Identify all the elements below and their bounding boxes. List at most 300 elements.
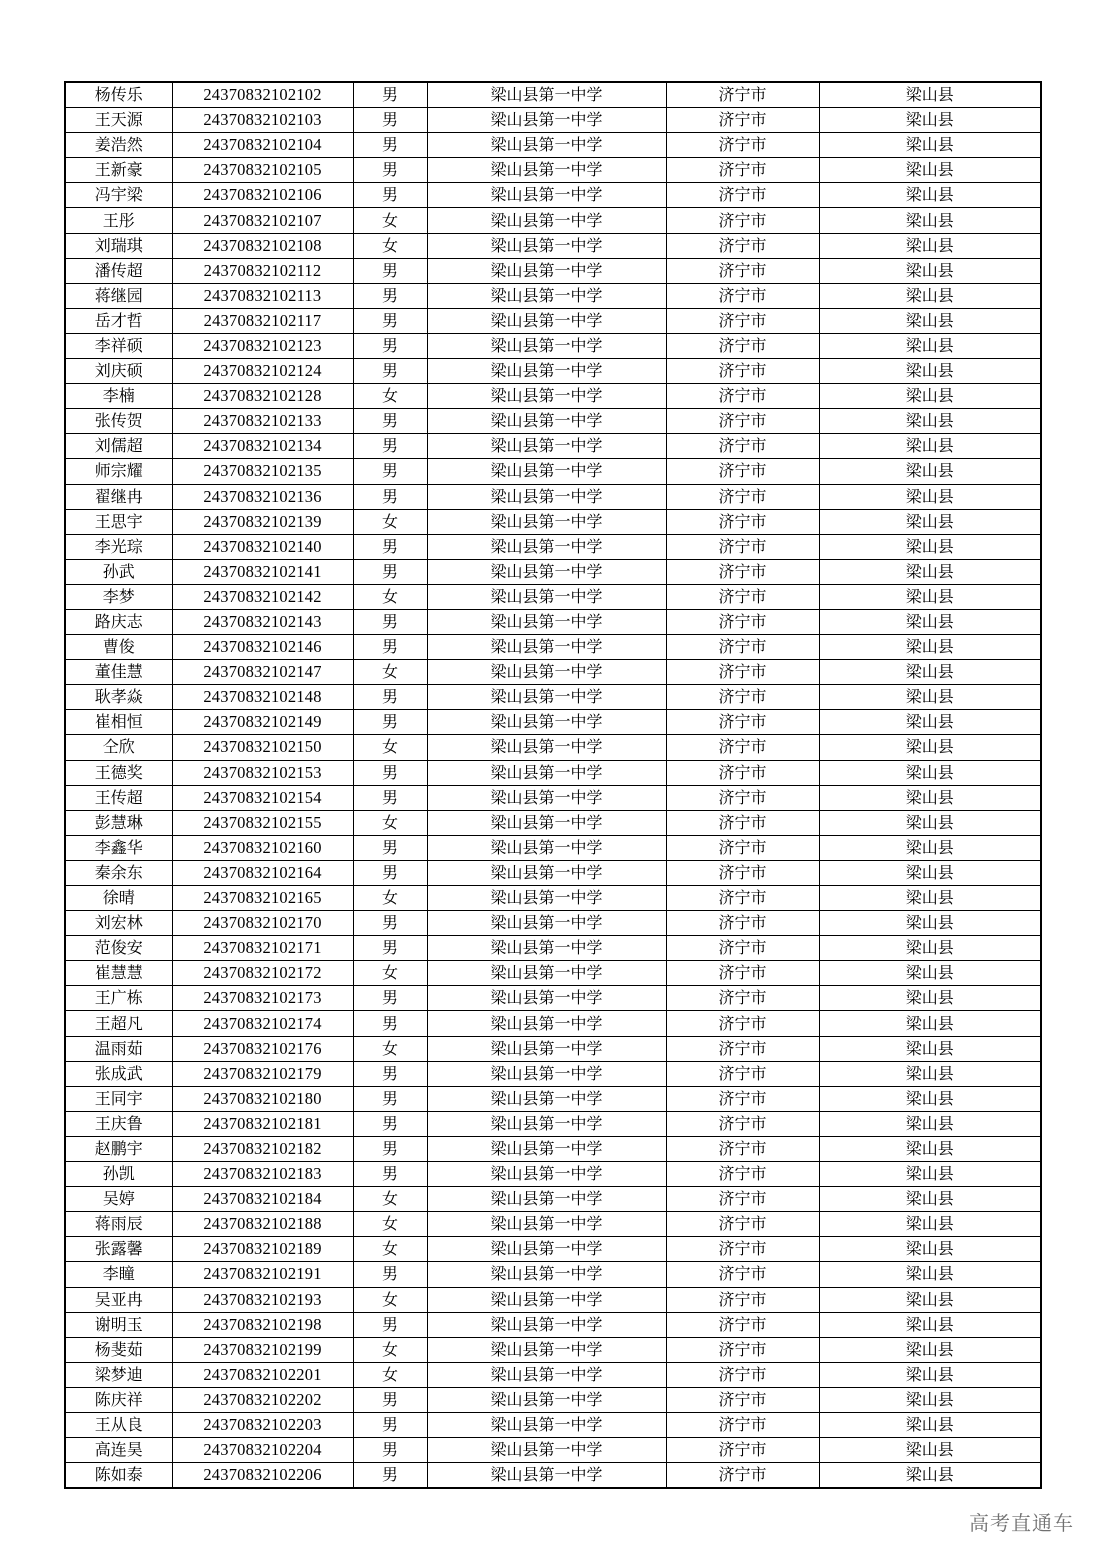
table-row: [65, 258, 1041, 283]
table-row: [65, 534, 1041, 559]
table-row: [65, 936, 1041, 961]
county-cell: 梁山县: [819, 911, 1041, 936]
exam-id-cell: 24370832102176: [172, 1036, 353, 1061]
student-name-cell: 董佳慧: [65, 660, 172, 685]
school-cell: 梁山县第一中学: [427, 1036, 666, 1061]
school-cell: 梁山县第一中学: [427, 1187, 666, 1212]
gender-cell: 男: [353, 1438, 427, 1463]
exam-id-cell: 24370832102136: [172, 484, 353, 509]
exam-id-cell: 24370832102112: [172, 258, 353, 283]
city-cell: 济宁市: [666, 233, 819, 258]
exam-id-cell: 24370832102124: [172, 359, 353, 384]
student-name-cell: 崔慧慧: [65, 961, 172, 986]
school-cell: 梁山县第一中学: [427, 660, 666, 685]
student-name-cell: 刘庆硕: [65, 359, 172, 384]
school-cell: 梁山县第一中学: [427, 961, 666, 986]
city-cell: 济宁市: [666, 534, 819, 559]
county-cell: 梁山县: [819, 1212, 1041, 1237]
gender-cell: 男: [353, 1111, 427, 1136]
city-cell: 济宁市: [666, 961, 819, 986]
table-row: [65, 308, 1041, 333]
exam-id-cell: 24370832102184: [172, 1187, 353, 1212]
table-row: [65, 810, 1041, 835]
table-row: [65, 785, 1041, 810]
exam-id-cell: 24370832102181: [172, 1111, 353, 1136]
school-cell: 梁山县第一中学: [427, 911, 666, 936]
city-cell: 济宁市: [666, 308, 819, 333]
student-name-cell: 李梦: [65, 584, 172, 609]
table-row: [65, 584, 1041, 609]
county-cell: 梁山县: [819, 1237, 1041, 1262]
county-cell: 梁山县: [819, 208, 1041, 233]
school-cell: 梁山县第一中学: [427, 333, 666, 358]
exam-id-cell: 24370832102171: [172, 936, 353, 961]
county-cell: 梁山县: [819, 484, 1041, 509]
county-cell: 梁山县: [819, 961, 1041, 986]
exam-id-cell: 24370832102134: [172, 434, 353, 459]
school-cell: 梁山县第一中学: [427, 133, 666, 158]
gender-cell: 女: [353, 384, 427, 409]
gender-cell: 男: [353, 409, 427, 434]
county-cell: 梁山县: [819, 1136, 1041, 1161]
exam-id-cell: 24370832102106: [172, 183, 353, 208]
gender-cell: 男: [353, 1162, 427, 1187]
table-row: [65, 911, 1041, 936]
school-cell: 梁山县第一中学: [427, 1463, 666, 1489]
city-cell: 济宁市: [666, 434, 819, 459]
student-name-cell: 刘瑞琪: [65, 233, 172, 258]
table-row: [65, 1237, 1041, 1262]
city-cell: 济宁市: [666, 484, 819, 509]
gender-cell: 男: [353, 133, 427, 158]
gender-cell: 男: [353, 1387, 427, 1412]
student-name-cell: 赵鹏宇: [65, 1136, 172, 1161]
city-cell: 济宁市: [666, 1162, 819, 1187]
city-cell: 济宁市: [666, 1387, 819, 1412]
exam-id-cell: 24370832102180: [172, 1086, 353, 1111]
table-row: [65, 333, 1041, 358]
city-cell: 济宁市: [666, 1312, 819, 1337]
student-name-cell: 高连昊: [65, 1438, 172, 1463]
student-name-cell: 王庆鲁: [65, 1111, 172, 1136]
exam-id-cell: 24370832102113: [172, 283, 353, 308]
exam-id-cell: 24370832102202: [172, 1387, 353, 1412]
school-cell: 梁山县第一中学: [427, 1412, 666, 1437]
exam-id-cell: 24370832102141: [172, 559, 353, 584]
table-row: [65, 635, 1041, 660]
exam-id-cell: 24370832102191: [172, 1262, 353, 1287]
student-name-cell: 张传贺: [65, 409, 172, 434]
gender-cell: 男: [353, 685, 427, 710]
school-cell: 梁山县第一中学: [427, 258, 666, 283]
city-cell: 济宁市: [666, 409, 819, 434]
student-name-cell: 温雨茹: [65, 1036, 172, 1061]
gender-cell: 男: [353, 835, 427, 860]
county-cell: 梁山县: [819, 459, 1041, 484]
city-cell: 济宁市: [666, 609, 819, 634]
gender-cell: 男: [353, 308, 427, 333]
school-cell: 梁山县第一中学: [427, 1387, 666, 1412]
student-name-cell: 陈庆祥: [65, 1387, 172, 1412]
school-cell: 梁山县第一中学: [427, 810, 666, 835]
gender-cell: 女: [353, 208, 427, 233]
exam-id-cell: 24370832102140: [172, 534, 353, 559]
county-cell: 梁山县: [819, 1111, 1041, 1136]
student-name-cell: 刘宏林: [65, 911, 172, 936]
county-cell: 梁山县: [819, 384, 1041, 409]
county-cell: 梁山县: [819, 509, 1041, 534]
exam-id-cell: 24370832102135: [172, 459, 353, 484]
student-name-cell: 蒋继园: [65, 283, 172, 308]
table-row: [65, 860, 1041, 885]
gender-cell: 男: [353, 484, 427, 509]
exam-id-cell: 24370832102164: [172, 860, 353, 885]
school-cell: 梁山县第一中学: [427, 409, 666, 434]
table-row: [65, 359, 1041, 384]
county-cell: 梁山县: [819, 559, 1041, 584]
gender-cell: 男: [353, 1412, 427, 1437]
city-cell: 济宁市: [666, 183, 819, 208]
gender-cell: 男: [353, 860, 427, 885]
city-cell: 济宁市: [666, 208, 819, 233]
county-cell: 梁山县: [819, 1412, 1041, 1437]
table-row: [65, 1162, 1041, 1187]
gender-cell: 男: [353, 785, 427, 810]
exam-id-cell: 24370832102103: [172, 108, 353, 133]
exam-id-cell: 24370832102188: [172, 1212, 353, 1237]
exam-id-cell: 24370832102174: [172, 1011, 353, 1036]
gender-cell: 女: [353, 1237, 427, 1262]
table-row: [65, 1187, 1041, 1212]
exam-id-cell: 24370832102108: [172, 233, 353, 258]
student-name-cell: 仝欣: [65, 735, 172, 760]
county-cell: 梁山县: [819, 584, 1041, 609]
student-name-cell: 吴亚冉: [65, 1287, 172, 1312]
school-cell: 梁山县第一中学: [427, 735, 666, 760]
gender-cell: 女: [353, 810, 427, 835]
gender-cell: 女: [353, 1287, 427, 1312]
city-cell: 济宁市: [666, 559, 819, 584]
table-row: [65, 1438, 1041, 1463]
watermark-text: 高考直通车: [969, 1511, 1074, 1535]
city-cell: 济宁市: [666, 735, 819, 760]
student-name-cell: 曹俊: [65, 635, 172, 660]
school-cell: 梁山县第一中学: [427, 760, 666, 785]
gender-cell: 男: [353, 1262, 427, 1287]
table-row: [65, 1011, 1041, 1036]
table-row: [65, 509, 1041, 534]
table-row: [65, 1287, 1041, 1312]
county-cell: 梁山县: [819, 1337, 1041, 1362]
exam-id-cell: 24370832102201: [172, 1362, 353, 1387]
school-cell: 梁山县第一中学: [427, 1262, 666, 1287]
table-row: [65, 1387, 1041, 1412]
city-cell: 济宁市: [666, 911, 819, 936]
city-cell: 济宁市: [666, 1061, 819, 1086]
gender-cell: 女: [353, 1337, 427, 1362]
gender-cell: 女: [353, 584, 427, 609]
exam-id-cell: 24370832102143: [172, 609, 353, 634]
gender-cell: 男: [353, 183, 427, 208]
gender-cell: 男: [353, 1136, 427, 1161]
student-name-cell: 李楠: [65, 384, 172, 409]
exam-id-cell: 24370832102206: [172, 1463, 353, 1489]
city-cell: 济宁市: [666, 133, 819, 158]
school-cell: 梁山县第一中学: [427, 1086, 666, 1111]
city-cell: 济宁市: [666, 1187, 819, 1212]
county-cell: 梁山县: [819, 1061, 1041, 1086]
gender-cell: 男: [353, 82, 427, 108]
gender-cell: 男: [353, 434, 427, 459]
student-name-cell: 王广栋: [65, 986, 172, 1011]
student-name-cell: 耿孝焱: [65, 685, 172, 710]
student-name-cell: 彭慧琳: [65, 810, 172, 835]
city-cell: 济宁市: [666, 509, 819, 534]
student-name-cell: 王彤: [65, 208, 172, 233]
table-row: [65, 1212, 1041, 1237]
exam-id-cell: 24370832102148: [172, 685, 353, 710]
gender-cell: 女: [353, 1212, 427, 1237]
school-cell: 梁山县第一中学: [427, 1011, 666, 1036]
county-cell: 梁山县: [819, 1187, 1041, 1212]
table-row: [65, 1337, 1041, 1362]
table-row: [65, 283, 1041, 308]
gender-cell: 女: [353, 961, 427, 986]
city-cell: 济宁市: [666, 835, 819, 860]
table-row: [65, 1463, 1041, 1489]
student-name-cell: 李瞳: [65, 1262, 172, 1287]
county-cell: 梁山县: [819, 886, 1041, 911]
county-cell: 梁山县: [819, 233, 1041, 258]
table-row: [65, 1412, 1041, 1437]
student-name-cell: 王传超: [65, 785, 172, 810]
city-cell: 济宁市: [666, 1237, 819, 1262]
county-cell: 梁山县: [819, 1387, 1041, 1412]
school-cell: 梁山县第一中学: [427, 635, 666, 660]
exam-id-cell: 24370832102203: [172, 1412, 353, 1437]
table-row: [65, 1061, 1041, 1086]
exam-id-cell: 24370832102117: [172, 308, 353, 333]
gender-cell: 男: [353, 459, 427, 484]
gender-cell: 男: [353, 1312, 427, 1337]
student-name-cell: 岳才哲: [65, 308, 172, 333]
school-cell: 梁山县第一中学: [427, 1111, 666, 1136]
student-name-cell: 陈如泰: [65, 1463, 172, 1489]
table-row: [65, 1036, 1041, 1061]
school-cell: 梁山县第一中学: [427, 609, 666, 634]
school-cell: 梁山县第一中学: [427, 208, 666, 233]
city-cell: 济宁市: [666, 810, 819, 835]
gender-cell: 男: [353, 108, 427, 133]
exam-id-cell: 24370832102160: [172, 835, 353, 860]
exam-id-cell: 24370832102204: [172, 1438, 353, 1463]
county-cell: 梁山县: [819, 158, 1041, 183]
school-cell: 梁山县第一中学: [427, 509, 666, 534]
student-name-cell: 王思宇: [65, 509, 172, 534]
school-cell: 梁山县第一中学: [427, 484, 666, 509]
gender-cell: 女: [353, 1036, 427, 1061]
city-cell: 济宁市: [666, 660, 819, 685]
exam-id-cell: 24370832102198: [172, 1312, 353, 1337]
student-name-cell: 张露馨: [65, 1237, 172, 1262]
table-row: [65, 108, 1041, 133]
exam-id-cell: 24370832102170: [172, 911, 353, 936]
exam-id-cell: 24370832102154: [172, 785, 353, 810]
student-name-cell: 范俊安: [65, 936, 172, 961]
student-name-cell: 王从良: [65, 1412, 172, 1437]
county-cell: 梁山县: [819, 660, 1041, 685]
student-name-cell: 蒋雨辰: [65, 1212, 172, 1237]
exam-id-cell: 24370832102150: [172, 735, 353, 760]
table-row: [65, 609, 1041, 634]
gender-cell: 女: [353, 1187, 427, 1212]
exam-id-cell: 24370832102104: [172, 133, 353, 158]
student-name-cell: 张成武: [65, 1061, 172, 1086]
table-row: [65, 484, 1041, 509]
table-row: [65, 1086, 1041, 1111]
gender-cell: 男: [353, 986, 427, 1011]
student-name-cell: 谢明玉: [65, 1312, 172, 1337]
county-cell: 梁山县: [819, 534, 1041, 559]
exam-id-cell: 24370832102172: [172, 961, 353, 986]
county-cell: 梁山县: [819, 936, 1041, 961]
gender-cell: 女: [353, 886, 427, 911]
gender-cell: 男: [353, 609, 427, 634]
table-row: [65, 735, 1041, 760]
county-cell: 梁山县: [819, 1162, 1041, 1187]
city-cell: 济宁市: [666, 1287, 819, 1312]
county-cell: 梁山县: [819, 183, 1041, 208]
student-name-cell: 孙凯: [65, 1162, 172, 1187]
school-cell: 梁山县第一中学: [427, 108, 666, 133]
student-name-cell: 翟继冉: [65, 484, 172, 509]
exam-id-cell: 24370832102102: [172, 82, 353, 108]
county-cell: 梁山县: [819, 635, 1041, 660]
student-roster-table: [64, 81, 1042, 1489]
table-row: [65, 82, 1041, 108]
gender-cell: 男: [353, 333, 427, 358]
city-cell: 济宁市: [666, 459, 819, 484]
school-cell: 梁山县第一中学: [427, 936, 666, 961]
table-row: [65, 710, 1041, 735]
exam-id-cell: 24370832102193: [172, 1287, 353, 1312]
gender-cell: 男: [353, 559, 427, 584]
gender-cell: 男: [353, 936, 427, 961]
gender-cell: 男: [353, 1463, 427, 1489]
table-row: [65, 409, 1041, 434]
city-cell: 济宁市: [666, 1136, 819, 1161]
table-row: [65, 986, 1041, 1011]
table-row: [65, 961, 1041, 986]
school-cell: 梁山县第一中学: [427, 1237, 666, 1262]
table-row: [65, 559, 1041, 584]
county-cell: 梁山县: [819, 710, 1041, 735]
county-cell: 梁山县: [819, 409, 1041, 434]
city-cell: 济宁市: [666, 584, 819, 609]
student-name-cell: 王同宇: [65, 1086, 172, 1111]
school-cell: 梁山县第一中学: [427, 1162, 666, 1187]
exam-id-cell: 24370832102153: [172, 760, 353, 785]
school-cell: 梁山县第一中学: [427, 1438, 666, 1463]
city-cell: 济宁市: [666, 82, 819, 108]
city-cell: 济宁市: [666, 108, 819, 133]
county-cell: 梁山县: [819, 1287, 1041, 1312]
city-cell: 济宁市: [666, 1111, 819, 1136]
city-cell: 济宁市: [666, 760, 819, 785]
city-cell: 济宁市: [666, 1337, 819, 1362]
county-cell: 梁山县: [819, 860, 1041, 885]
table-row: [65, 1111, 1041, 1136]
gender-cell: 女: [353, 660, 427, 685]
gender-cell: 男: [353, 158, 427, 183]
school-cell: 梁山县第一中学: [427, 685, 666, 710]
county-cell: 梁山县: [819, 785, 1041, 810]
table-row: [65, 208, 1041, 233]
city-cell: 济宁市: [666, 635, 819, 660]
county-cell: 梁山县: [819, 609, 1041, 634]
gender-cell: 女: [353, 233, 427, 258]
exam-id-cell: 24370832102139: [172, 509, 353, 534]
school-cell: 梁山县第一中学: [427, 559, 666, 584]
city-cell: 济宁市: [666, 1463, 819, 1489]
city-cell: 济宁市: [666, 283, 819, 308]
exam-id-cell: 24370832102183: [172, 1162, 353, 1187]
exam-id-cell: 24370832102165: [172, 886, 353, 911]
student-name-cell: 杨传乐: [65, 82, 172, 108]
city-cell: 济宁市: [666, 1262, 819, 1287]
city-cell: 济宁市: [666, 936, 819, 961]
table-row: [65, 886, 1041, 911]
city-cell: 济宁市: [666, 258, 819, 283]
school-cell: 梁山县第一中学: [427, 359, 666, 384]
county-cell: 梁山县: [819, 1362, 1041, 1387]
gender-cell: 男: [353, 710, 427, 735]
student-name-cell: 杨斐茹: [65, 1337, 172, 1362]
school-cell: 梁山县第一中学: [427, 835, 666, 860]
exam-id-cell: 24370832102155: [172, 810, 353, 835]
table-row: [65, 384, 1041, 409]
roster-body: [65, 82, 1041, 1488]
table-row: [65, 1262, 1041, 1287]
exam-id-cell: 24370832102133: [172, 409, 353, 434]
student-name-cell: 刘儒超: [65, 434, 172, 459]
school-cell: 梁山县第一中学: [427, 860, 666, 885]
city-cell: 济宁市: [666, 860, 819, 885]
city-cell: 济宁市: [666, 1036, 819, 1061]
student-name-cell: 李光琮: [65, 534, 172, 559]
school-cell: 梁山县第一中学: [427, 233, 666, 258]
city-cell: 济宁市: [666, 886, 819, 911]
table-row: [65, 459, 1041, 484]
county-cell: 梁山县: [819, 1438, 1041, 1463]
exam-id-cell: 24370832102146: [172, 635, 353, 660]
student-name-cell: 王德奖: [65, 760, 172, 785]
school-cell: 梁山县第一中学: [427, 1362, 666, 1387]
school-cell: 梁山县第一中学: [427, 785, 666, 810]
school-cell: 梁山县第一中学: [427, 283, 666, 308]
exam-id-cell: 24370832102173: [172, 986, 353, 1011]
school-cell: 梁山县第一中学: [427, 710, 666, 735]
county-cell: 梁山县: [819, 283, 1041, 308]
county-cell: 梁山县: [819, 133, 1041, 158]
table-row: [65, 660, 1041, 685]
exam-id-cell: 24370832102199: [172, 1337, 353, 1362]
student-name-cell: 路庆志: [65, 609, 172, 634]
table-row: [65, 1362, 1041, 1387]
county-cell: 梁山县: [819, 1036, 1041, 1061]
school-cell: 梁山县第一中学: [427, 308, 666, 333]
exam-id-cell: 24370832102128: [172, 384, 353, 409]
